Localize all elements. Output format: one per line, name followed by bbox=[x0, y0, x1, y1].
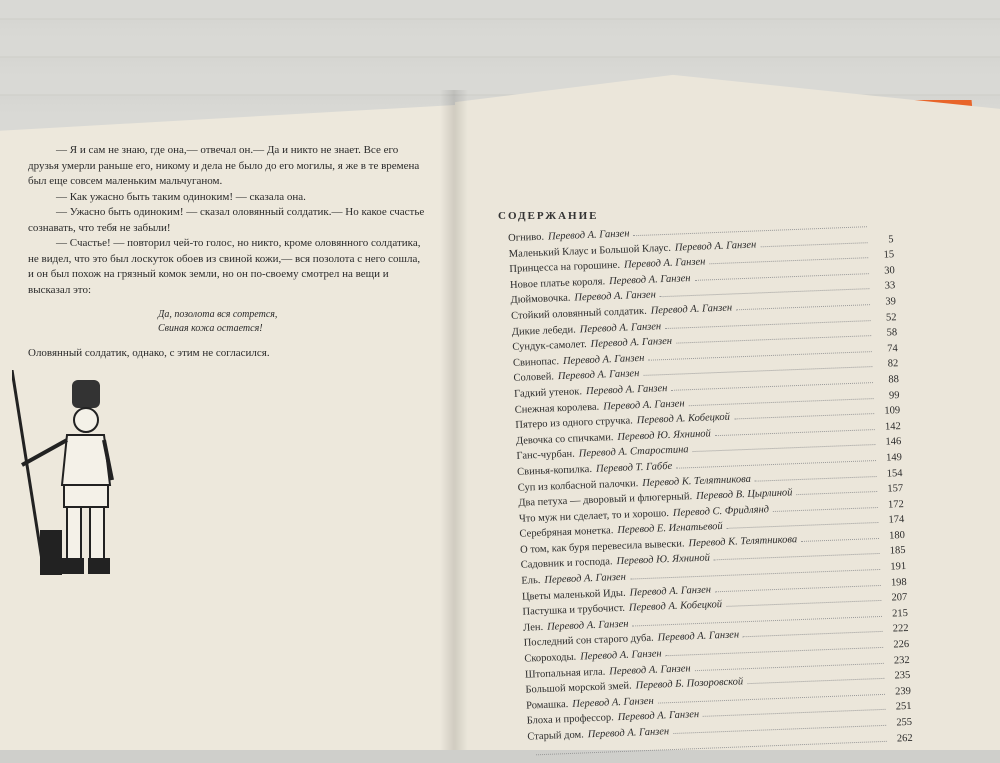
entry-page: 180 bbox=[888, 529, 906, 542]
entry-page: 30 bbox=[884, 264, 895, 277]
entry-title: Последний сон старого дуба. bbox=[523, 633, 654, 650]
dot-leader bbox=[676, 460, 876, 469]
entry-translator: Перевод А. Ганзен bbox=[562, 352, 645, 367]
poem-line: Да, позолота вся сотрется, bbox=[158, 309, 278, 320]
entry-title: Два петуха — дворовый и флюгерный. bbox=[518, 491, 693, 509]
entry-translator: Перевод А. Ганзен bbox=[602, 397, 685, 413]
entry-translator: Перевод А. Ганзен bbox=[544, 571, 627, 586]
entry-page: 251 bbox=[895, 701, 912, 713]
dot-leader bbox=[695, 273, 869, 281]
entry-page: 52 bbox=[885, 311, 897, 324]
dot-leader bbox=[709, 257, 868, 264]
contents-heading: СОДЕРЖАНИЕ bbox=[498, 210, 599, 222]
entry-page: 142 bbox=[884, 420, 901, 433]
entry-translator: Перевод А. Ганзен bbox=[617, 709, 700, 724]
entry-translator: Перевод А. Ганзен bbox=[546, 618, 629, 633]
entry-title: Лен. bbox=[522, 621, 544, 634]
entry-title: Старый дом. bbox=[527, 729, 584, 743]
dot-leader bbox=[736, 304, 870, 310]
entry-translator: Перевод А. Ганзен bbox=[623, 256, 706, 271]
entry-translator: Перевод С. Фридлянд bbox=[672, 503, 770, 519]
poem-line: Свиная кожа остается! bbox=[158, 323, 263, 334]
entry-title: Суп из колбасной палочки. bbox=[517, 477, 639, 494]
entry-title: Принцесса на горошине. bbox=[509, 259, 621, 276]
entry-page: 74 bbox=[887, 342, 898, 355]
entry-title: Что муж ни сделает, то и хорошо. bbox=[518, 507, 670, 525]
entry-page: 33 bbox=[884, 280, 896, 292]
dot-leader bbox=[760, 242, 867, 247]
dot-leader bbox=[676, 335, 871, 343]
entry-title: Сундук-самолет. bbox=[512, 339, 587, 354]
entry-page bbox=[871, 226, 893, 227]
dot-leader bbox=[693, 444, 876, 452]
dot-leader bbox=[703, 709, 885, 717]
entry-translator: Перевод А. Ганзен bbox=[585, 382, 668, 398]
entry-translator: Перевод Ю. Яхниной bbox=[616, 552, 711, 568]
entry-title: Пятеро из одного стручка. bbox=[515, 415, 634, 431]
entry-title: Большой морской змей. bbox=[525, 680, 632, 696]
entry-title: Ель. bbox=[521, 575, 541, 587]
entry-translator: Перевод А. Ганзен bbox=[590, 335, 673, 351]
dot-leader bbox=[633, 616, 882, 627]
entry-page: 174 bbox=[888, 514, 905, 526]
entry-translator: Перевод А. Кобецкой bbox=[636, 411, 731, 427]
dot-leader bbox=[773, 507, 878, 512]
entry-translator: Перевод А. Ганзен bbox=[557, 368, 640, 383]
entry-translator: Перевод Е. Игнатьевой bbox=[617, 521, 723, 537]
entry-page: 154 bbox=[886, 467, 903, 480]
entry-translator: Перевод А. Ганзен bbox=[587, 726, 670, 741]
dot-leader bbox=[658, 694, 885, 704]
entry-title: Пастушка и трубочист. bbox=[522, 603, 626, 618]
entry-page: 185 bbox=[889, 545, 906, 558]
entry-title: Скороходы. bbox=[524, 651, 577, 665]
entry-translator: Перевод А. Ганзен bbox=[657, 629, 740, 644]
entry-translator: Перевод А. Старостина bbox=[578, 444, 689, 460]
paragraph: — Как ужасно быть таким одиноким! — сказала она. bbox=[56, 190, 306, 203]
dot-leader bbox=[666, 647, 884, 656]
entry-translator: Перевод Б. Позоровской bbox=[635, 676, 744, 692]
entry-page: 235 bbox=[894, 670, 911, 682]
tin-soldier-illustration bbox=[12, 370, 122, 580]
entry-page: 99 bbox=[888, 389, 900, 402]
dot-leader bbox=[715, 429, 875, 436]
entry-translator: Перевод Т. Габбе bbox=[595, 460, 673, 475]
entry-title: Дикие лебеди. bbox=[511, 324, 576, 338]
entry-page: 15 bbox=[883, 249, 895, 261]
closing-line: Оловянный солдатик, однако, с этим не согласился. bbox=[28, 347, 270, 359]
entry-translator: Перевод А. Ганзен bbox=[572, 695, 654, 710]
dot-leader bbox=[727, 522, 879, 529]
dot-leader bbox=[747, 678, 884, 684]
entry-translator: Перевод А. Кобецкой bbox=[628, 599, 723, 614]
entry-page: 222 bbox=[892, 623, 909, 635]
entry-title: Дюймовочка. bbox=[510, 293, 571, 307]
entry-page: 239 bbox=[894, 685, 912, 698]
entry-page: 191 bbox=[890, 561, 907, 573]
entry-title: Блоха и профессор. bbox=[526, 712, 614, 728]
entry-translator: Перевод А. Ганзен bbox=[674, 239, 757, 254]
entry-page: 82 bbox=[887, 358, 899, 370]
entry-page: 109 bbox=[884, 405, 901, 417]
dot-leader bbox=[633, 226, 867, 236]
dot-leader bbox=[743, 631, 882, 637]
entry-title: Свинья-копилка. bbox=[516, 463, 593, 478]
entry-title: Ганс-чурбан. bbox=[516, 448, 576, 463]
entry-title: Ромашка. bbox=[525, 698, 569, 712]
entry-translator: Перевод А. Ганзен bbox=[580, 648, 662, 663]
dot-leader bbox=[755, 476, 877, 482]
entry-title: О том, как буря перевесила вывески. bbox=[519, 538, 685, 556]
entry-title: Девочка со спичками. bbox=[515, 431, 614, 447]
entry-translator: Перевод К. Телятникова bbox=[688, 534, 798, 550]
paragraph: — Я и сам не знаю, где она,— отвечал он.— Да и никто не знает. Все его друзья умерли раньше его, никому и дела не было до его могилы, я же в те времена был еще совсем маленьким мальчуганом. bbox=[28, 144, 420, 187]
entry-title: Соловей. bbox=[513, 371, 555, 385]
entry-translator: Перевод А. Ганзен bbox=[579, 320, 662, 335]
dot-leader bbox=[801, 538, 879, 542]
entry-title: Гадкий утенок. bbox=[513, 386, 583, 400]
entry-title: Снежная королева. bbox=[514, 401, 600, 416]
entry-page: 172 bbox=[887, 498, 904, 511]
entry-title: Серебряная монетка. bbox=[519, 525, 614, 541]
dot-leader bbox=[648, 351, 871, 361]
entry-title: Маленький Клаус и Большой Клаус. bbox=[508, 242, 672, 260]
poem bbox=[158, 308, 428, 336]
entry-page: 58 bbox=[886, 327, 898, 339]
entry-title: Свинопас. bbox=[512, 355, 560, 369]
entry-translator: Перевод А. Ганзен bbox=[629, 584, 712, 599]
dot-leader bbox=[643, 366, 872, 376]
paragraph: — Ужасно быть одиноким! — сказал оловянный солдатик.— Но какое счастье сознавать, что тебя не забыли! bbox=[28, 206, 425, 234]
dot-leader bbox=[689, 398, 874, 406]
dot-leader bbox=[796, 491, 877, 495]
entry-title: Новое платье короля. bbox=[509, 276, 606, 291]
entry-translator: Перевод В. Цырлиной bbox=[695, 487, 793, 503]
entry-page: 149 bbox=[885, 451, 903, 464]
dot-leader bbox=[695, 663, 884, 671]
entry-translator: Перевод Ю. Яхниной bbox=[617, 428, 712, 443]
dot-leader bbox=[673, 725, 886, 734]
book-spine bbox=[440, 90, 468, 750]
entry-page: 215 bbox=[891, 607, 909, 620]
entry-title: Цветы маленькой Иды. bbox=[521, 587, 626, 603]
entry-page: 255 bbox=[896, 716, 913, 729]
entry-translator: Перевод А. Ганзен bbox=[574, 289, 657, 304]
entry-page: 146 bbox=[885, 436, 902, 448]
entry-title: Штопальная игла. bbox=[524, 666, 606, 681]
entry-page: 157 bbox=[887, 483, 904, 495]
entry-translator: Перевод А. Ганзен bbox=[608, 272, 691, 287]
dot-leader bbox=[714, 553, 880, 560]
entry-page: 39 bbox=[885, 296, 897, 308]
table-of-contents bbox=[508, 218, 913, 763]
dot-leader bbox=[660, 289, 870, 298]
entry-page: 262 bbox=[896, 732, 913, 745]
entry-title: Огниво. bbox=[508, 231, 545, 244]
entry-page: 88 bbox=[888, 374, 900, 386]
entry-translator: Перевод А. Ганзен bbox=[650, 302, 733, 317]
entry-page: 232 bbox=[893, 654, 910, 667]
dot-leader bbox=[726, 600, 881, 607]
entry-translator: Перевод А. Ганзен bbox=[609, 662, 691, 678]
entry-translator: Перевод А. Ганзен bbox=[547, 228, 630, 243]
entry-page: 207 bbox=[891, 592, 908, 604]
entry-title: Садовник и господа. bbox=[520, 556, 613, 572]
entry-translator: Перевод К. Телятникова bbox=[642, 473, 752, 489]
paragraph: — Счастье! — повторил чей-то голос, но никто, кроме оловянного солдатика, не видел, что это был лоскуток обоев из свиной кожи,— вся позолота с него сошла, и он был похож на грязный комок земли, но он по-своему смотрел на вещи и высказал это: bbox=[28, 237, 421, 296]
dot-leader bbox=[734, 413, 874, 419]
story-text bbox=[28, 143, 428, 362]
entry-page: 198 bbox=[890, 576, 907, 589]
dot-leader bbox=[715, 585, 881, 592]
entry-page: 226 bbox=[893, 638, 910, 651]
dot-leader bbox=[671, 382, 873, 391]
dot-leader bbox=[665, 320, 870, 329]
entry-page: 5 bbox=[888, 233, 894, 245]
entry-title: Стойкий оловянный солдатик. bbox=[510, 305, 647, 322]
